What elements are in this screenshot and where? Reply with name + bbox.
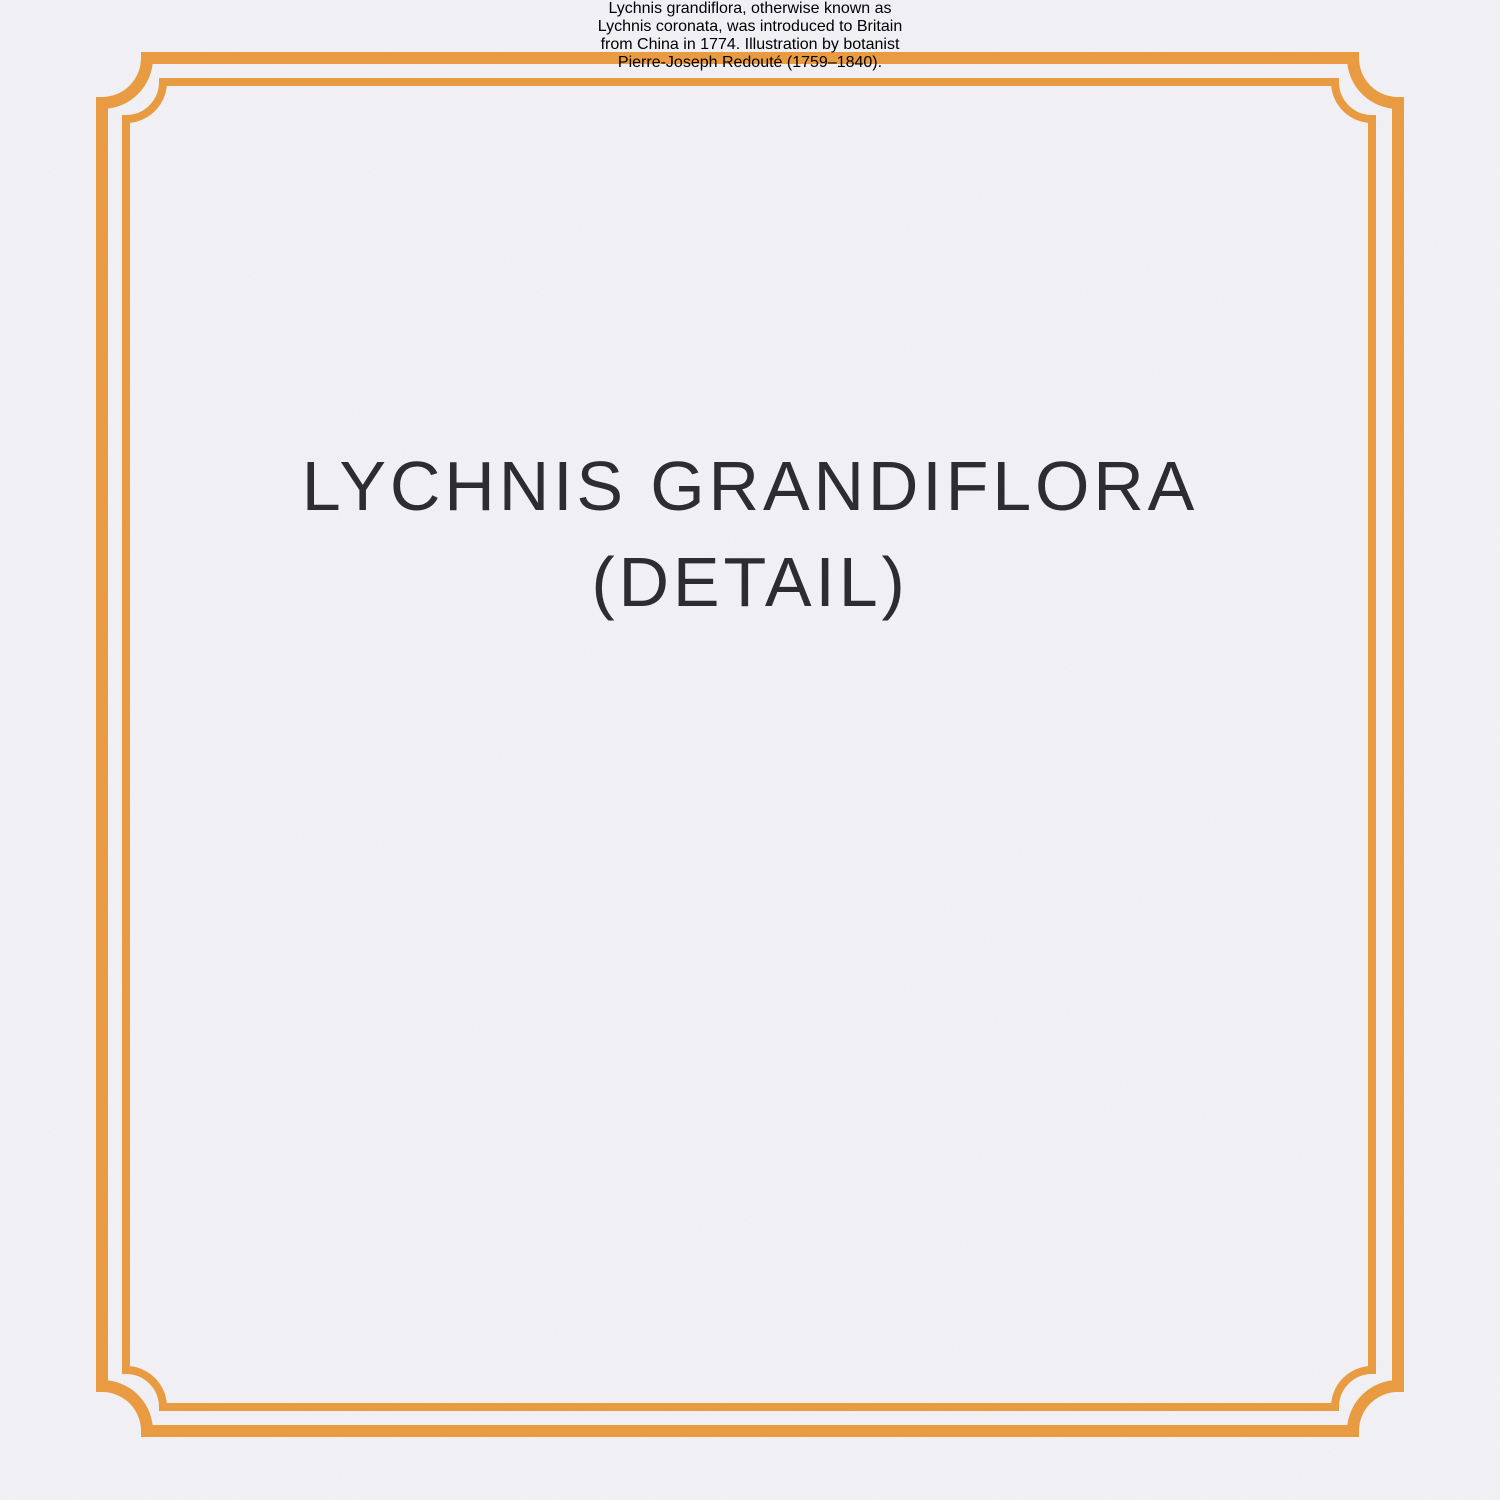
title-line-2: (DETAIL): [591, 543, 909, 621]
description-line-2: Lychnis coronata, was introduced to Britain: [597, 18, 903, 35]
description-line-4: Pierre-Joseph Redouté (1759–1840).: [617, 54, 883, 71]
description-line-3: from China in 1774. Illustration by botanist: [600, 36, 900, 53]
description-line-1: Lychnis grandiflora, otherwise known as: [608, 0, 892, 17]
title-line-1: LYCHNIS GRANDIFLORA: [301, 447, 1199, 525]
card-title: [0, 438, 1500, 630]
